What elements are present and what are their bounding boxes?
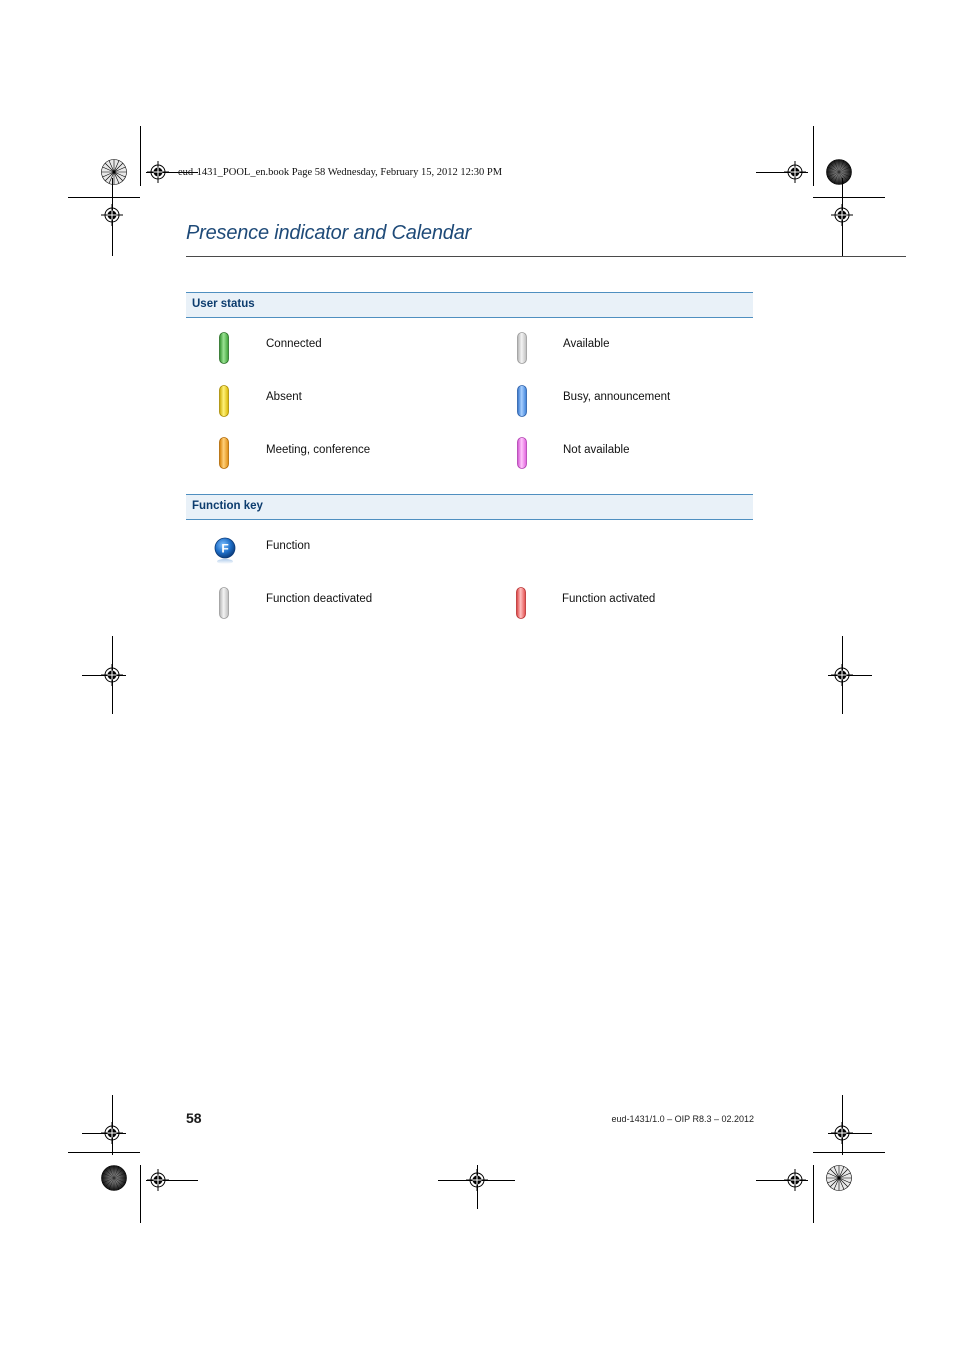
svg-text:F: F (221, 541, 229, 556)
function-activated-label: Function activated (562, 593, 656, 605)
blue-led-icon (517, 385, 527, 417)
registration-target-icon (101, 1122, 123, 1144)
function-label: Function (266, 540, 311, 552)
registration-target-icon (101, 664, 123, 686)
registration-wheel-icon (101, 159, 127, 185)
page-number: 58 (186, 1110, 202, 1126)
registration-target-icon (466, 1169, 488, 1191)
function-key-heading: Function key (192, 500, 263, 512)
title-divider (186, 256, 906, 257)
green-led-icon (219, 332, 229, 364)
registration-target-icon (147, 161, 169, 183)
pink-led-icon (517, 437, 527, 469)
status-label-absent: Absent (266, 391, 302, 403)
print-slug: eud-1431_POOL_en.book Page 58 Wednesday, February 15, 2012 12:30 PM (178, 167, 503, 178)
registration-target-icon (784, 161, 806, 183)
orange-led-icon (219, 437, 229, 469)
function-key-heading-bar (186, 494, 753, 520)
registration-wheel-icon (101, 1165, 127, 1191)
registration-target-icon (101, 204, 123, 226)
f-key-icon (214, 537, 236, 565)
registration-target-icon (831, 204, 853, 226)
page-title: Presence indicator and Calendar (186, 222, 472, 244)
registration-wheel-icon (826, 1165, 852, 1191)
user-status-heading: User status (192, 298, 255, 310)
status-label-meeting-conference: Meeting, conference (266, 444, 371, 456)
status-label-available: Available (563, 338, 610, 350)
status-label-not-available: Not available (563, 444, 630, 456)
status-label-connected: Connected (266, 338, 322, 350)
document-id: eud-1431/1.0 – OIP R8.3 – 02.2012 (611, 1114, 754, 1124)
registration-target-icon (147, 1169, 169, 1191)
gray-led-icon (517, 332, 527, 364)
yellow-led-icon (219, 385, 229, 417)
status-label-busy-announcement: Busy, announcement (563, 391, 671, 403)
registration-target-icon (831, 1122, 853, 1144)
function-deactivated-label: Function deactivated (266, 593, 373, 605)
user-status-heading-bar (186, 292, 753, 318)
registration-target-icon (831, 664, 853, 686)
red-led-icon (516, 587, 526, 619)
registration-target-icon (784, 1169, 806, 1191)
registration-wheel-icon (826, 159, 852, 185)
gray-led-icon (219, 587, 229, 619)
